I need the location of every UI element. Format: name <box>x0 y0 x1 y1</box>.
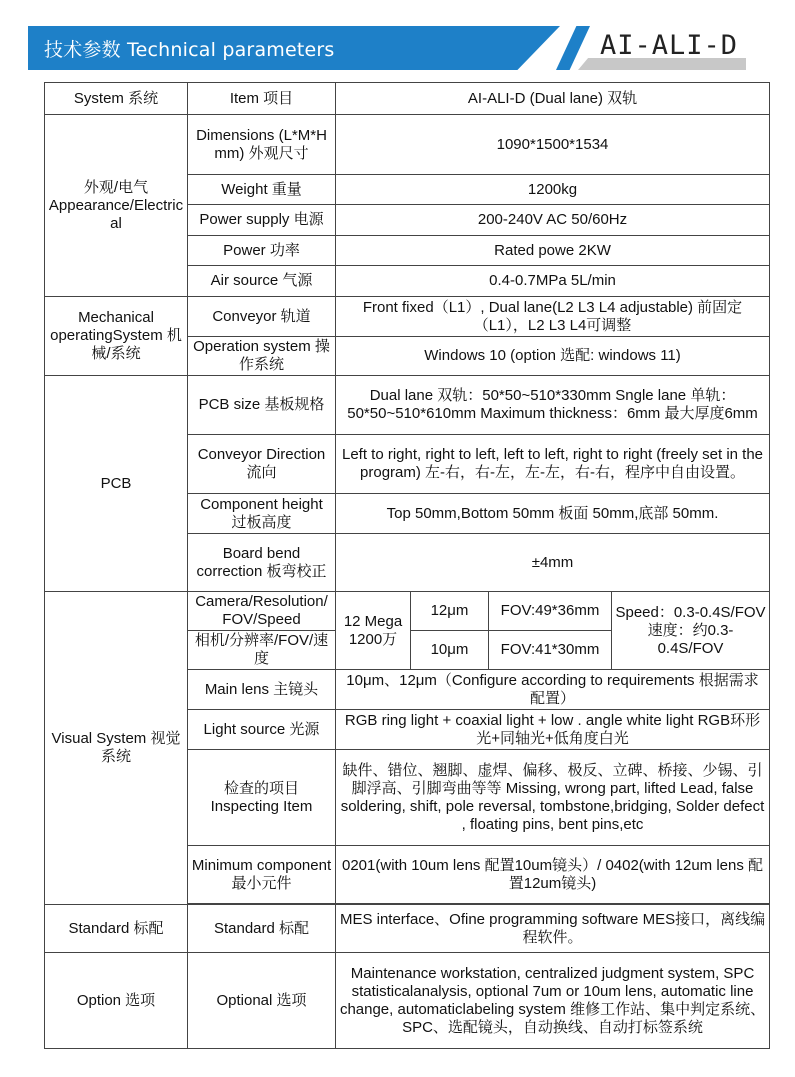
option-label: Optional 选项 <box>188 953 336 1049</box>
component-height-label: Component height 过板高度 <box>188 494 336 534</box>
light-source-value: RGB ring light + coaxial light + low . angle white light RGB环形光+同轴光+低角度白光 <box>336 710 770 750</box>
group-mechanical: Mechanical operatingSystem 机械/系统 <box>45 297 188 376</box>
camera-speed: Speed：0.3-0.4S/FOV 速度：约0.3-0.4S/FOV <box>612 592 770 670</box>
table-row <box>45 905 770 953</box>
power-label: Power 功率 <box>188 236 336 266</box>
table-row <box>45 297 770 337</box>
air-source-label: Air source 气源 <box>188 266 336 297</box>
camera-label-en: Camera/Resolution/FOV/Speed <box>188 592 336 631</box>
resolution-10: 10μm <box>411 631 489 670</box>
os-label: Operation system 操作系统 <box>188 337 336 376</box>
light-source-label: Light source 光源 <box>188 710 336 750</box>
conveyor-value: Front fixed（L1）, Dual lane(L2 L3 L4 adjustable) 前固定（L1），L2 L3 L4可调整 <box>336 297 770 337</box>
pcb-size-label: PCB size 基板规格 <box>188 376 336 435</box>
direction-label: Conveyor Direction 流向 <box>188 435 336 494</box>
main-lens-label: Main lens 主镜头 <box>188 670 336 710</box>
inspect-label: 检查的项目 Inspecting Item <box>188 750 336 846</box>
os-value: Windows 10 (option 选配: windows 11) <box>336 337 770 376</box>
table-row <box>45 83 770 115</box>
power-value: Rated powe 2KW <box>336 236 770 266</box>
header-system: System 系统 <box>45 83 188 115</box>
inspect-value: 缺件、错位、翘脚、虚焊、偏移、极反、立碑、桥接、少锡、引脚浮高、引脚弯曲等等 Missing, wrong part, lifted Lead, false soldering, shift, pole reversal, tombstone,bridging, Solder defect , floating pins, bent pins,etc <box>336 750 770 846</box>
model-name: AI-ALI-D <box>600 30 739 61</box>
camera-mega: 12 Mega 1200万 <box>336 592 411 670</box>
camera-label-cn: 相机/分辨率/FOV/速度 <box>188 631 336 670</box>
component-height-value: Top 50mm,Bottom 50mm 板面 50mm,底部 50mm. <box>336 494 770 534</box>
group-option: Option 选项 <box>45 953 188 1049</box>
option-value: Maintenance workstation, centralized judgment system, SPC statisticalanalysis, optional 7um or 10um lens, automatic line change, automaticlabeling system 维修工作站、集中判定系统、SPC、选配镜头，自动换线、自动打标签系统 <box>336 953 770 1049</box>
table-row <box>45 376 770 435</box>
power-supply-label: Power supply 电源 <box>188 205 336 236</box>
min-component-value: 0201(with 10um lens 配置10um镜头）/ 0402(with 12um lens 配置12um镜头) <box>336 846 770 904</box>
spec-table <box>44 82 770 1049</box>
resolution-12: 12μm <box>411 592 489 631</box>
power-supply-value: 200-240V AC 50/60Hz <box>336 205 770 236</box>
group-standard: Standard 标配 <box>45 905 188 953</box>
weight-value: 1200kg <box>336 175 770 205</box>
dimensions-label: Dimensions (L*M*H mm) 外观尺寸 <box>188 115 336 175</box>
header-item: Item 项目 <box>188 83 336 115</box>
fov-10: FOV:41*30mm <box>489 631 612 670</box>
main-lens-value: 10μm、12μm（Configure according to requirements 根据需求配置） <box>336 670 770 710</box>
standard-label: Standard 标配 <box>188 905 336 953</box>
table-row <box>45 115 770 175</box>
table-row <box>45 592 770 631</box>
pcb-size-value: Dual lane 双轨：50*50~510*330mm Sngle lane 单轨：50*50~510*610mm Maximum thickness：6mm 最大厚度6mm <box>336 376 770 435</box>
min-component-label: Minimum component 最小元件 <box>188 846 336 904</box>
group-appearance: 外观/电气 Appearance/Electrical <box>45 115 188 297</box>
group-pcb: PCB <box>45 376 188 592</box>
conveyor-label: Conveyor 轨道 <box>188 297 336 337</box>
board-bend-label: Board bend correction 板弯校正 <box>188 534 336 592</box>
standard-value: MES interface、Ofine programming software MES接口，离线编程软件。 <box>336 905 770 953</box>
direction-value: Left to right, right to left, left to left, right to right (freely set in the program) 左-右，右-左，左-左，右-右，程序中自由设置。 <box>336 435 770 494</box>
fov-12: FOV:49*36mm <box>489 592 612 631</box>
header-model: AI-ALI-D (Dual lane) 双轨 <box>336 83 770 115</box>
board-bend-value: ±4mm <box>336 534 770 592</box>
air-source-value: 0.4-0.7MPa 5L/min <box>336 266 770 297</box>
dimensions-value: 1090*1500*1534 <box>336 115 770 175</box>
weight-label: Weight 重量 <box>188 175 336 205</box>
table-row <box>45 953 770 1049</box>
page-title: 技术参数 Technical parameters <box>44 39 335 61</box>
group-visual: Visual System 视觉系统 <box>45 592 188 905</box>
